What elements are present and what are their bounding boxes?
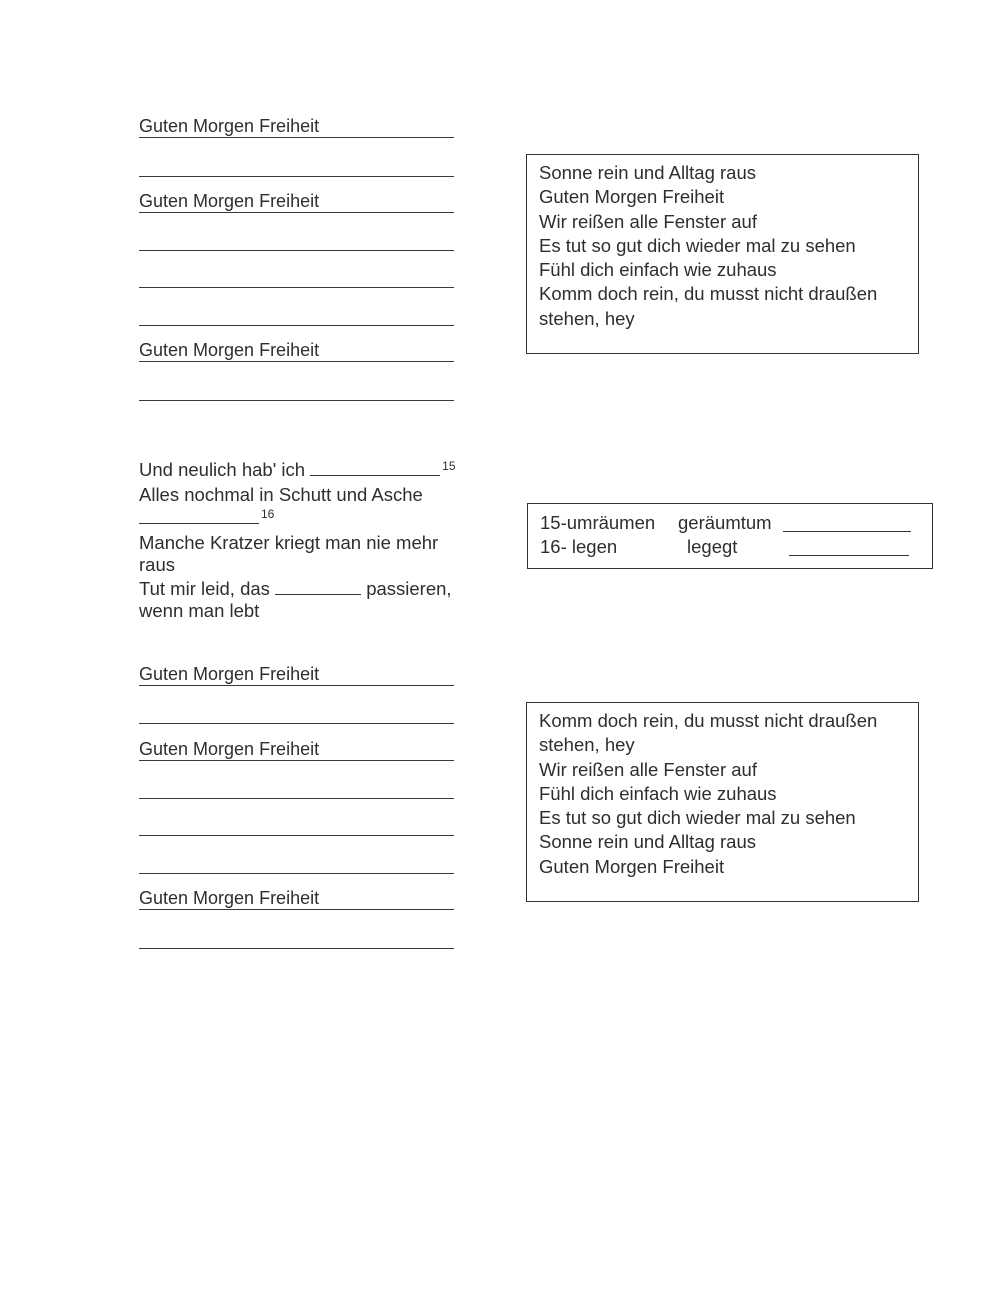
refrain-line-3[interactable]: [139, 339, 454, 362]
verb-box: [527, 503, 933, 569]
answer-gap-16[interactable]: [789, 538, 909, 556]
gap-modal[interactable]: [275, 577, 361, 595]
lyric-line: Es tut so gut dich wieder mal zu sehen: [539, 234, 856, 256]
verb-participle-16: legegt: [687, 536, 738, 557]
lyric-line: Es tut so gut dich wieder mal zu sehen: [539, 807, 856, 829]
refrain-label: Guten Morgen Freiheit: [139, 888, 320, 908]
blank-line[interactable]: [139, 265, 454, 288]
blank-line[interactable]: [139, 813, 454, 836]
refrain-line-2[interactable]: [139, 190, 454, 213]
verb-infinitive-15: 15-umräumen: [540, 512, 656, 533]
blank-line[interactable]: [139, 228, 454, 251]
blank-line[interactable]: [139, 851, 454, 874]
footnote-16: 16: [261, 507, 275, 521]
refrain-label: Guten Morgen Freiheit: [139, 340, 320, 360]
blank-line[interactable]: [139, 378, 454, 401]
lyric-line: Guten Morgen Freiheit: [539, 855, 725, 877]
refrain-line-6[interactable]: [139, 887, 454, 910]
verse-line-4-post: passieren, wenn man lebt: [139, 577, 452, 621]
lyric-line: Fühl dich einfach wie zuhaus: [539, 782, 777, 804]
lyric-line: Sonne rein und Alltag raus: [539, 831, 757, 853]
lyric-line: Komm doch rein, du musst nicht draußen: [539, 283, 878, 305]
refrain-line-5[interactable]: [139, 738, 454, 761]
verse-line-4-pre: Tut mir leid, das: [139, 577, 270, 599]
lyrics-box-2: [526, 702, 919, 902]
refrain-line-4[interactable]: [139, 663, 454, 686]
gap-16[interactable]: [139, 506, 259, 524]
lyric-line: Wir reißen alle Fenster auf: [539, 758, 757, 780]
verse-block: [139, 458, 479, 623]
refrain-label: Guten Morgen Freiheit: [139, 739, 320, 759]
lyric-line: stehen, hey: [539, 307, 635, 329]
refrain-label: Guten Morgen Freiheit: [139, 116, 320, 136]
lyric-line: Guten Morgen Freiheit: [539, 186, 725, 208]
blank-line[interactable]: [139, 776, 454, 799]
footnote-15: 15: [442, 459, 456, 473]
blank-line[interactable]: [139, 154, 454, 177]
verb-infinitive-16: 16- legen: [540, 536, 618, 557]
verse-line-2: Alles nochmal in Schutt und Asche: [139, 483, 423, 505]
refrain-label: Guten Morgen Freiheit: [139, 191, 320, 211]
refrain-line-1[interactable]: [139, 115, 454, 138]
lyric-line: Wir reißen alle Fenster auf: [539, 210, 757, 232]
lyric-line: Komm doch rein, du musst nicht draußen: [539, 710, 878, 731]
blank-line[interactable]: [139, 701, 454, 724]
verse-line-3: Manche Kratzer kriegt man nie mehr raus: [139, 531, 439, 575]
refrain-label: Guten Morgen Freiheit: [139, 664, 320, 684]
verse-line-1: Und neulich hab' ich: [139, 459, 306, 480]
gap-15[interactable]: [310, 458, 440, 476]
answer-gap-15[interactable]: [783, 514, 911, 532]
lyric-line: stehen, hey: [539, 734, 635, 756]
lyric-line: Fühl dich einfach wie zuhaus: [539, 259, 777, 281]
lyrics-box-1: [526, 154, 919, 354]
blank-line[interactable]: [139, 303, 454, 326]
verb-participle-15: geräumtum: [678, 512, 772, 533]
blank-line[interactable]: [139, 926, 454, 949]
lyric-line: Sonne rein und Alltag raus: [539, 162, 757, 183]
